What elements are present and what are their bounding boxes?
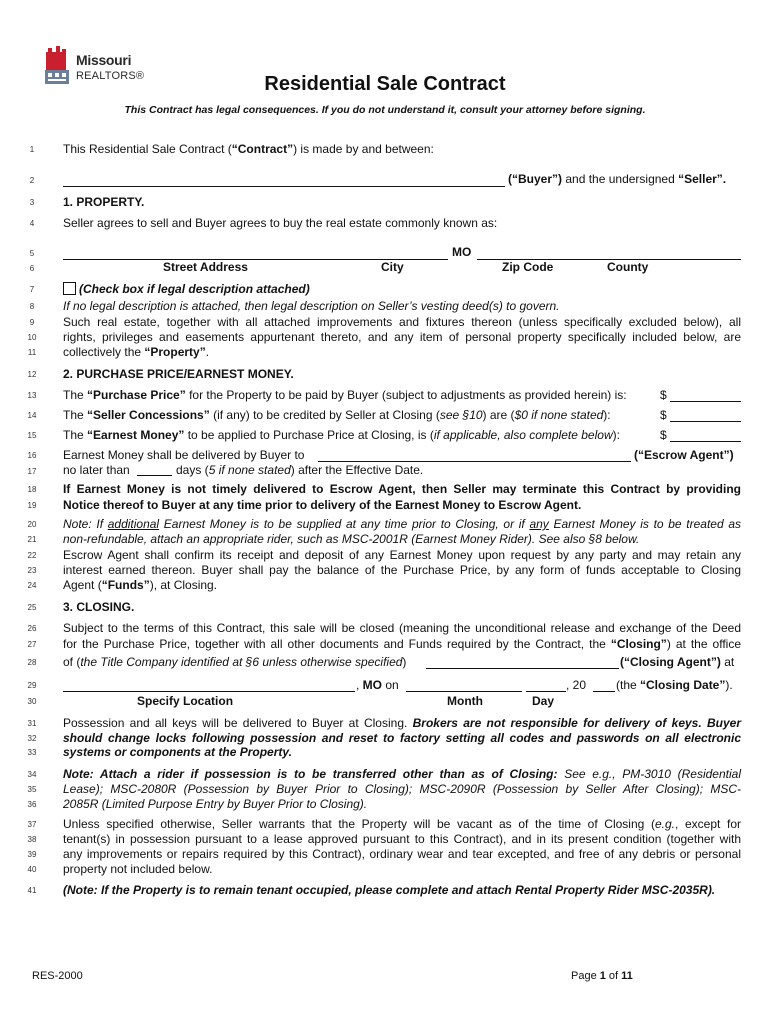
line-number: 31 [27,719,37,728]
property-paragraph-line: rights, privileges and easements appurtenant thereto, and any item of personal property specifically included below, are [63,330,741,344]
closing-year-field[interactable] [593,691,615,692]
closing-agent-field[interactable] [426,668,619,669]
day-label: Day [532,694,555,708]
seller-concessions-field[interactable] [670,421,741,422]
line-number: 15 [27,431,37,440]
line-number: 8 [29,302,35,311]
closing-year-prefix: , 20 [566,678,587,692]
city-label: City [381,260,404,274]
property-intro: Seller agrees to sell and Buyer agrees to buy the real estate commonly known as: [63,216,498,230]
legal-description-checkbox[interactable] [63,282,76,295]
page-number: Page 1 of 11 [571,970,633,982]
line-number: 40 [27,865,37,874]
escrow-paragraph-line: interest earned thereon. Buyer shall pay the balance of the Purchase Price, by any form of funds acceptable to Closing [63,563,741,577]
county-label: County [607,260,649,274]
possession-rider-note: Lease); MSC-2080R (Possession by Buyer Prior to Closing); MSC-2090R (Possession by Seller After Closing); MSC- [63,782,741,796]
closing-agent-label: (“Closing Agent”) at [620,655,735,669]
vacancy-paragraph-line: property not included below. [63,862,213,876]
line-number: 26 [27,624,37,633]
seller-concessions-line: The “Seller Concessions” (if any) to be credited by Seller at Closing (see §10) are ($0 if none stated): [63,408,611,422]
delivery-days-field[interactable] [137,475,172,476]
line-number: 13 [27,391,37,400]
delivery-days-tail: days (5 if none stated) after the Effective Date. [176,463,424,477]
closing-date-label: (the “Closing Date”). [616,678,733,692]
section-purchase-price-heading: 2. PURCHASE PRICE/EARNEST MONEY. [63,367,294,381]
line-number: 2 [29,176,35,185]
line-number: 30 [27,697,37,706]
line-number: 32 [27,734,37,743]
line-number: 27 [27,640,37,649]
document-subtitle: This Contract has legal consequences. If you do not understand it, consult your attorney before signing. [124,104,646,116]
line-number: 7 [29,285,35,294]
buyer-seller-line: (“Buyer”) and the undersigned “Seller”. [508,172,727,186]
possession-paragraph-line: Possession and all keys will be delivered to Buyer at Closing. Brokers are not responsible for delivery of keys. Buyer [63,716,741,730]
state-mo-label: MO [452,245,472,259]
line-number: 3 [29,198,35,207]
buyer-name-field[interactable] [63,186,505,187]
vacancy-paragraph-line: Unless specified otherwise, Seller warrants that the Property will be vacant as of the time of Closing (e.g., except for [63,817,741,831]
logo-word-realtors: REALTORS® [76,70,145,82]
line-number: 25 [27,603,37,612]
possession-paragraph-line: systems or components at the Property. [63,745,292,759]
specify-location-label: Specify Location [137,694,234,708]
delivery-days-line: no later than [63,463,130,477]
line-number: 19 [27,501,37,510]
line-number: 33 [27,748,37,757]
possession-rider-note: 2085R (Limited Purpose Entry by Buyer Prior to Closing). [63,797,368,811]
additional-earnest-note: Note: If additional Earnest Money is to be supplied at any time prior to Closing, or if any Earnest Money is to be treated as [63,517,741,531]
line-number: 39 [27,850,37,859]
additional-earnest-note: non-refundable, attach an appropriate rider, such as MSC-2001R (Earnest Money Rider). See also §8 below. [63,532,640,546]
line-number: 10 [27,333,37,342]
line-number: 9 [29,318,35,327]
closing-paragraph-line: for the Purchase Price, together with all other documents and Funds required by the Contract, the “Closing”) at the office [63,637,742,651]
earnest-money-dollar: $ [660,428,667,442]
earnest-money-field[interactable] [670,441,741,442]
line-number: 16 [27,451,37,460]
property-paragraph-line: Such real estate, together with all attached improvements and fixtures thereon (unless specifically excluded below), all [63,315,741,329]
line-number: 28 [27,658,37,667]
escrow-paragraph-line: Agent (“Funds”), at Closing. [63,578,218,592]
line-number: 24 [27,581,37,590]
section-closing-heading: 3. CLOSING. [63,600,135,614]
legal-description-checkbox-row: (Check box if legal description attached) [63,282,310,296]
logo-word-missouri: Missouri [76,52,132,68]
property-paragraph-line: collectively the “Property”. [63,345,210,359]
purchase-price-line: The “Purchase Price” for the Property to be paid by Buyer (subject to adjustments as provided herein) is: [63,388,627,402]
line-number: 34 [27,770,37,779]
legal-description-note: If no legal description is attached, then legal description on Seller’s vesting deed(s) to govern. [63,299,560,313]
line-number: 36 [27,800,37,809]
form-id: RES-2000 [32,970,83,982]
line-number: 22 [27,551,37,560]
closing-location-state: , MO on [356,678,399,692]
closing-location-field[interactable] [63,691,355,692]
line-number: 17 [27,467,37,476]
line-number: 35 [27,785,37,794]
vacancy-paragraph-line: tenant(s) in possession pursuant to a lease approved pursuant to this Contract), and in its present condition (together with [63,832,741,846]
escrow-delivery-line: Earnest Money shall be delivered by Buyer to [63,448,305,462]
escrow-agent-label: (“Escrow Agent”) [634,448,734,462]
tenant-occupied-note: (Note: If the Property is to remain tenant occupied, please complete and attach Rental Property Rider MSC-2035R). [63,883,716,897]
line-number: 11 [27,348,37,357]
purchase-price-field[interactable] [670,401,741,402]
line-number: 21 [27,535,37,544]
possession-rider-note: Note: Attach a rider if possession is to be transferred other than as of Closing: See e.g., PM-3010 (Residential [63,767,741,781]
earnest-termination-line: If Earnest Money is not timely delivered to Escrow Agent, then Seller may terminate this Contract by providing [63,482,741,496]
zip-code-label: Zip Code [502,260,554,274]
closing-agent-line: of (the Title Company identified at §6 unless otherwise specified) [63,655,407,669]
line-number: 6 [29,264,35,273]
document-title: Residential Sale Contract [264,73,506,95]
street-address-label: Street Address [163,260,248,274]
section-property-heading: 1. PROPERTY. [63,195,145,209]
line-number: 18 [27,485,37,494]
closing-day-field[interactable] [526,691,566,692]
line-number: 29 [27,681,37,690]
seller-concessions-dollar: $ [660,408,667,422]
line-number: 41 [27,886,37,895]
earnest-money-line: The “Earnest Money” to be applied to Purchase Price at Closing, is (if applicable, also complete below): [63,428,620,442]
line-number: 20 [27,520,37,529]
line-number: 5 [29,249,35,258]
closing-month-field[interactable] [406,691,522,692]
line-number: 14 [27,411,37,420]
purchase-price-dollar: $ [660,388,667,402]
line-number: 4 [29,219,35,228]
line-number: 23 [27,566,37,575]
contract-intro: This Residential Sale Contract (“Contract”) is made by and between: [63,142,434,156]
possession-paragraph-line: should change locks following possession and reset to factory setting all codes and passwords on all electronic [63,731,741,745]
line-number: 1 [29,145,35,154]
escrow-agent-field[interactable] [318,461,631,462]
line-number: 12 [27,370,37,379]
vacancy-paragraph-line: any improvements or repairs required by this Contract), ordinary wear and tear excepted, and free of any debris or personal [63,847,741,861]
month-label: Month [447,694,483,708]
line-number: 37 [27,820,37,829]
earnest-termination-line: Notice thereof to Buyer at any time prior to delivery of the Earnest Money to Escrow Agent. [63,498,582,512]
escrow-paragraph-line: Escrow Agent shall confirm its receipt and deposit of any Earnest Money upon request by any party and may retain any [63,548,741,562]
line-number: 38 [27,835,37,844]
closing-paragraph-line: Subject to the terms of this Contract, this sale will be closed (meaning the unconditional release and exchange of the Deed [63,621,741,635]
